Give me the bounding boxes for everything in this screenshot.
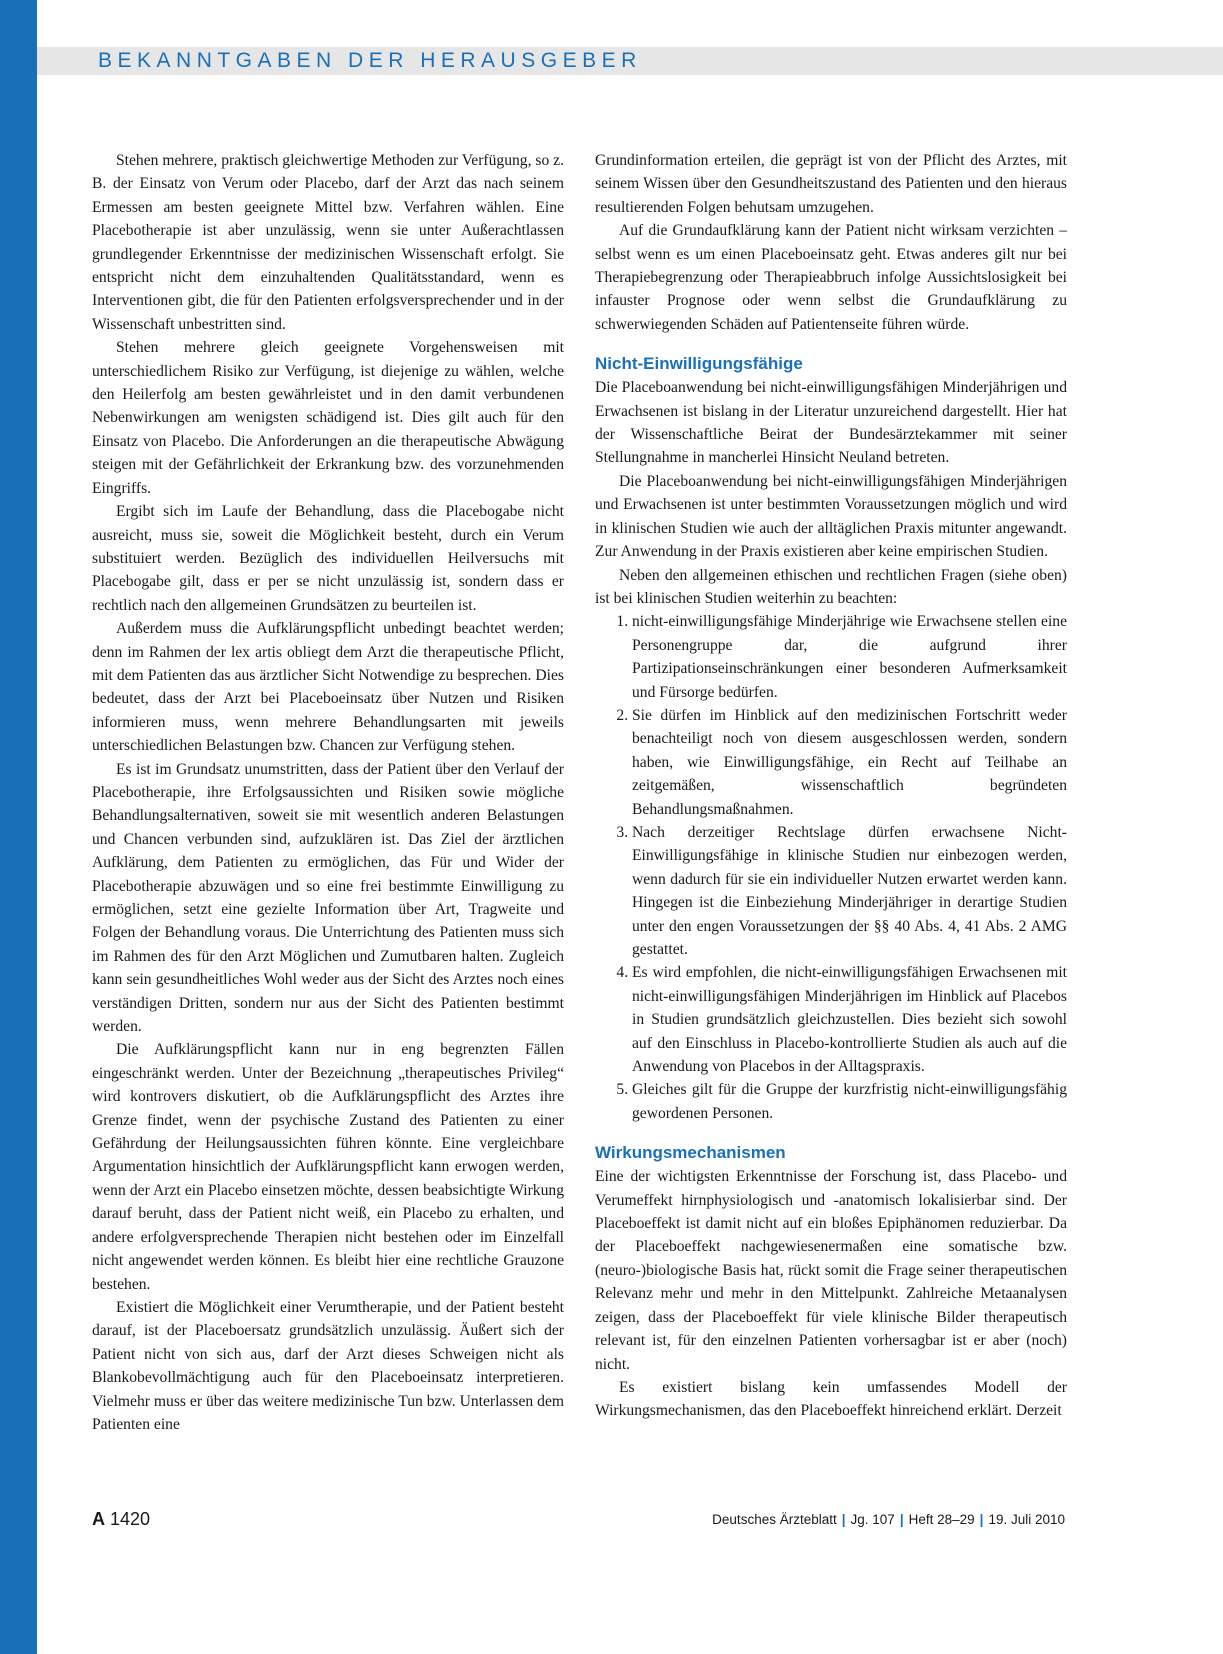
volume: Jg. 107 (850, 1512, 895, 1527)
body-paragraph: Die Placeboanwendung bei nicht-einwilligungsfähigen Minderjährigen und Erwachsenen ist unter bestimmten Voraussetzungen möglich und wird in klinischen Studien wie auch der alltäglichen Praxis mitunter angewandt. Zur Anwendung in der Praxis existieren aber keine empirischen Studien. (595, 472, 1067, 561)
side-accent-bar (0, 0, 37, 1654)
list-item: 4. Es wird empfohlen, die nicht-einwilligungsfähigen Erwachsenen mit nicht-einwilligungsfähigen Minderjährigen im Hinblick auf Placebos in Studien grundsätzlich gleichzustellen. Dies bezieht sich sowohl auf den Einschluss in Placebo-kontrollierte Studien als auch auf die Anwendung von Placebos in der Alltagspraxis. (632, 961, 1067, 1078)
separator: | (841, 1512, 846, 1527)
section-heading: Nicht-Einwilligungsfähige (595, 354, 803, 374)
body-paragraph: Außerdem muss die Aufklärungspflicht unbedingt beachtet werden; denn im Rahmen der lex artis obliegt dem Arzt die therapeutische Pflicht, mit dem Patienten das aus ärztlicher Sicht Notwendige zu besprechen. Dies bedeutet, dass der Arzt bei Placeboeinsatz über Nutzen und Risiken informieren muss, wenn mehrere Behandlungsarten mit jeweils unterschiedlichen Belastungen bzw. Chancen zur Verfügung stehen. (92, 620, 564, 755)
separator: | (979, 1512, 984, 1527)
body-paragraph: Die Placeboanwendung bei nicht-einwilligungsfähigen Minderjährigen und Erwachsenen ist bislang in der Literatur unzureichend dargestellt. Hier hat der Wissenschaftliche Beirat der Bundesärztekammer mit seiner Stellungnahme in mancherlei Hinsicht Neuland betreten. (595, 379, 1067, 467)
body-paragraph: Neben den allgemeinen ethischen und rechtlichen Fragen (siehe oben) ist bei klinischen Studien weiterhin zu beachten: (595, 566, 1067, 607)
body-paragraph: Grundinformation erteilen, die geprägt ist von der Pflicht des Arztes, mit seinem Wissen über den Gesundheitszustand des Patienten und den hieraus resultierenden Folgen behutsam umzugehen. (595, 152, 1067, 216)
page-number (92, 1509, 150, 1530)
list-item: 2. Sie dürfen im Hinblick auf den medizinischen Fortschritt weder benachteiligt noch von diesem ausgeschlossen werden, sondern haben, wie Einwilligungsfähige, ein Recht auf Teilhabe an zeitgemäßen, wissenschaftlich begründeten Behandlungsmaßnahmen. (632, 704, 1067, 821)
separator: | (899, 1512, 904, 1527)
section-heading: Wirkungsmechanismen (595, 1143, 786, 1163)
body-paragraph: Auf die Grundaufklärung kann der Patient nicht wirksam verzichten – selbst wenn es um einen Placeboeinsatz geht. Etwas anderes gilt nur bei Therapiebegrenzung oder Therapieabbruch infolge Aussichtslosigkeit bei infauster Prognose oder wenn selbst die Grundaufklärung zu schwerwiegenden Schäden auf Patientenseite führen würde. (595, 222, 1067, 333)
journal-name: Deutsches Ärzteblatt (712, 1512, 837, 1527)
page-number-value: 1420 (110, 1509, 151, 1529)
section-header-title: BEKANNTGABEN DER HERAUSGEBER (98, 49, 642, 72)
list-item: 1. nicht-einwilligungsfähige Minderjährige wie Erwachsene stellen eine Personengruppe dar, die aufgrund ihrer Partizipationseinschränkungen einer besonderen Aufmerksamkeit und Fürsorge bedürfen. (632, 610, 1067, 704)
issue-date: 19. Juli 2010 (988, 1512, 1065, 1527)
requirements-list (595, 610, 1067, 1125)
right-column (595, 149, 1067, 1423)
left-column (92, 149, 564, 1436)
issue: Heft 28–29 (908, 1512, 975, 1527)
body-paragraph: Existiert die Möglichkeit einer Verumtherapie, und der Patient besteht darauf, ist der Placeboersatz grundsätzlich unzulässig. Äußert sich der Patient nicht von sich aus, darf der Arzt dieses Schweigen nicht als Blankobevollmächtigung auch für den Placeboeinsatz interpretieren. Vielmehr muss er über das weitere medizinische Tun bzw. Unterlassen dem Patienten eine (92, 1298, 564, 1433)
body-paragraph: Eine der wichtigsten Erkenntnisse der Forschung ist, dass Placebo- und Verumeffekt hirnphysiologisch und -anatomisch lokalisierbar sind. Der Placeboeffekt ist damit nicht auf ein bloßes Epiphänomen reduzierbar. Da der Placeboeffekt nachgewiesenermaßen eine somatische bzw. (neuro-)biologische Basis hat, rückt somit die Frage seiner therapeutischen Relevanz mehr und mehr in den Mittelpunkt. Zahlreiche Metaanalysen zeigen, dass der Placeboeffekt für viele klinische Bilder therapeutisch relevant ist, für den einzelnen Patienten vorhersagbar ist er aber (noch) nicht. (595, 1168, 1067, 1373)
page-prefix: A (92, 1509, 105, 1529)
list-item: 3. Nach derzeitiger Rechtslage dürfen erwachsene Nicht-Einwilligungsfähige in klinische Studien nur einbezogen werden, wenn dadurch für sie ein individueller Nutzen erwartet werden kann. Hingegen ist die Einbeziehung Minderjähriger in derartige Studien unter den engen Voraussetzungen der §§ 40 Abs. 4, 41 Abs. 2 AMG gestattet. (632, 821, 1067, 961)
footer-citation (712, 1512, 1065, 1527)
body-paragraph: Ergibt sich im Laufe der Behandlung, dass die Placebogabe nicht ausreicht, muss sie, soweit die Möglichkeit besteht, durch ein Verum substituiert werden. Bezüglich des individuellen Heilversuchs mit Placebogabe gilt, dass er per se nicht unzulässig ist, sondern dass er rechtlich nach den allgemeinen Grundsätzen zu beurteilen ist. (92, 503, 564, 614)
body-paragraph: Es existiert bislang kein umfassendes Modell der Wirkungsmechanismen, das den Placeboeffekt hinreichend erklärt. Derzeit (595, 1378, 1067, 1420)
body-paragraph: Stehen mehrere, praktisch gleichwertige Methoden zur Verfügung, so z. B. der Einsatz von Verum oder Placebo, darf der Arzt das nach seinem Ermessen am besten geeignete Mittel bzw. Verfahren wählen. Eine Placebotherapie ist aber unzulässig, wenn sie unter Außerachtlassen grundlegender Erkenntnisse der medizinischen Wissenschaft erfolgt. Sie entspricht nicht dem einzuhaltenden Qualitätsstandard, wenn es Interventionen gibt, die für den Patienten erfolgsversprechender und in der Wissenschaft unbestritten sind. (92, 152, 564, 333)
list-item: 5. Gleiches gilt für die Gruppe der kurzfristig nicht-einwilligungsfähig gewordenen Personen. (632, 1078, 1067, 1125)
body-paragraph: Es ist im Grundsatz unumstritten, dass der Patient über den Verlauf der Placebotherapie, ihre Erfolgsaussichten und Risiken sowie mögliche Behandlungsalternativen, soweit sie mit wesentlich anderen Belastungen und Chancen verbunden sind, aufzuklären ist. Das Ziel der ärztlichen Aufklärung, dem Patienten zu ermöglichen, das Für und Wider der Placebotherapie abzuwägen und so eine frei bestimmte Einwilligung zu ermöglichen, setzt eine gezielte Information über Art, Tragweite und Folgen der Behandlung voraus. Die Unterrichtung des Patienten muss sich im Rahmen des für den Arzt Möglichen und Zumutbaren halten. Zugleich kann sein gesundheitliches Wohl weder aus der Sicht des Arztes noch eines verständigen Dritten, sondern nur aus der Sicht des Patienten bestimmt werden. (92, 760, 564, 1036)
body-paragraph: Die Aufklärungspflicht kann nur in eng begrenzten Fällen eingeschränkt werden. Unter der Bezeichnung „therapeutisches Privileg“ wird kontrovers diskutiert, ob die Aufklärungspflicht des Arztes ihre Grenze findet, wenn der psychische Zustand des Patienten zu einer Gefährdung der Heilungsaussichten führen könnte. Eine vergleichbare Argumentation hinsichtlich der Aufklärungspflicht kann erwogen werden, wenn der Arzt ein Placebo einsetzen möchte, dessen beabsichtigte Wirkung darauf beruht, dass der Patient nicht weiß, ein Placebo zu erhalten, und andere erfolgversprechende Therapien nicht bestehen oder im Einzelfall nicht angewendet werden können. Es bleibt hier eine rechtliche Grauzone bestehen. (92, 1041, 564, 1293)
body-paragraph: Stehen mehrere gleich geeignete Vorgehensweisen mit unterschiedlichem Risiko zur Verfügung, ist diejenige zu wählen, welche den Heilerfolg am besten gewährleistet und in den damit verbundenen Nebenwirkungen am wenigsten schädigend ist. Dies gilt auch für den Einsatz von Placebo. Die Anforderungen an die therapeutische Abwägung steigen mit der Gefährlichkeit der Erkrankung bzw. des vorzunehmenden Eingriffs. (92, 339, 564, 497)
